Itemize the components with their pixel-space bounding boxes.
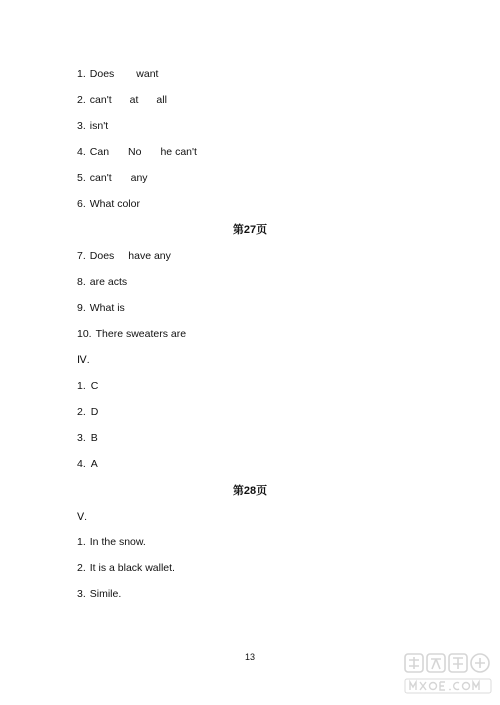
item-number: 8. <box>77 276 86 288</box>
answer-part: all <box>156 94 167 106</box>
section-numeral: Ⅳ. <box>77 354 90 366</box>
answer-part: What color <box>89 198 140 210</box>
answer-part: A <box>90 458 98 470</box>
answer-part: Does <box>89 68 115 80</box>
section-label <box>77 510 87 524</box>
answer-line <box>77 145 197 159</box>
answer-line <box>77 535 146 549</box>
answer-part: What is <box>89 302 125 314</box>
answer-line <box>77 379 98 393</box>
item-number: 2. <box>77 562 86 574</box>
answer-part: C <box>90 380 99 392</box>
item-number: 4. <box>77 458 86 470</box>
answer-line <box>77 275 127 289</box>
item-number: 9. <box>77 302 86 314</box>
item-number: 3. <box>77 588 86 600</box>
answer-part: B <box>90 432 98 444</box>
answer-part: isn't <box>89 120 109 132</box>
answer-line <box>77 119 108 133</box>
answer-part: can't <box>89 94 112 106</box>
item-number: 4. <box>77 146 86 158</box>
answer-part: any <box>130 172 148 184</box>
item-number: 3. <box>77 120 86 132</box>
answer-part: are acts <box>89 276 128 288</box>
answer-part: can't <box>89 172 112 184</box>
answer-line <box>77 561 175 575</box>
watermark-logo-icon <box>402 651 494 697</box>
answer-part: have any <box>128 250 171 262</box>
answer-line <box>77 327 186 341</box>
answer-line <box>77 457 98 471</box>
answer-part: at <box>129 94 139 106</box>
section-label <box>77 353 90 367</box>
item-number: 2. <box>77 406 86 418</box>
answer-line <box>77 171 148 185</box>
section-numeral: Ⅴ. <box>77 511 88 523</box>
section-heading-page27: 第27页 <box>232 224 268 236</box>
item-number: 6. <box>77 198 86 210</box>
answer-line <box>77 67 158 81</box>
answer-line <box>77 431 98 445</box>
section-heading-page28: 第28页 <box>232 485 268 497</box>
item-number: 3. <box>77 432 86 444</box>
item-number: 10. <box>77 328 92 340</box>
answer-part: he can't <box>160 146 197 158</box>
answer-line <box>77 93 167 107</box>
answer-part: want <box>136 68 159 80</box>
answer-part: There sweaters are <box>95 328 187 340</box>
answer-line <box>77 249 171 263</box>
answer-part: Simile. <box>89 588 122 600</box>
answer-part: Does <box>89 250 115 262</box>
answer-part: In the snow. <box>89 536 146 548</box>
item-number: 7. <box>77 250 86 262</box>
item-number: 1. <box>77 68 86 80</box>
item-number: 1. <box>77 536 86 548</box>
item-number: 1. <box>77 380 86 392</box>
answer-part: No <box>128 146 142 158</box>
answer-part: D <box>90 406 99 418</box>
answer-part: Can <box>89 146 110 158</box>
answer-part: It is a black wallet. <box>89 562 175 574</box>
answer-line <box>77 301 125 315</box>
answer-line <box>77 587 121 601</box>
item-number: 5. <box>77 172 86 184</box>
answer-line <box>77 197 140 211</box>
page-number: 13 <box>244 652 255 662</box>
answer-line <box>77 405 98 419</box>
item-number: 2. <box>77 94 86 106</box>
